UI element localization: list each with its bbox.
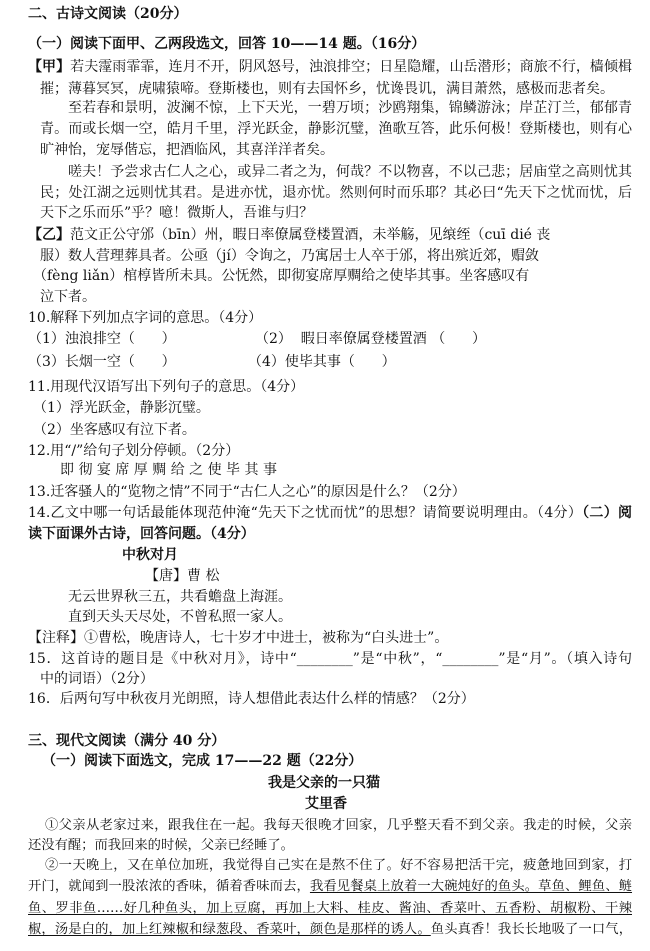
question-12-sentence: 即 彻 宴 席 厚 赒 给 之 使 毕 其 事 bbox=[60, 462, 277, 478]
passage-yi-line bbox=[28, 225, 632, 245]
passage-yi-line: （fèng liǎn）棺椁皆所未具。公怃然，即彻宴席厚赒给之使毕其事。坐客感叹有 bbox=[33, 268, 530, 284]
article-underlined-text: 鱼、罗非鱼……好几种鱼头，加上豆腐，再加上大料、桂皮、酱油、香菜叶、五香粉、胡椒粉、干辣 bbox=[28, 901, 632, 916]
passage-text: 若夫霪雨霏霏，连月不开，阴风怒号，浊浪排空；日星隐耀，山岳潜形；商旅不行，樯倾楫 bbox=[70, 59, 633, 75]
article-author: 艾里香 bbox=[305, 796, 347, 812]
poem-line: 无云世界秋三五，共看蟾盘上海涯。 bbox=[68, 589, 292, 605]
part-2-heading-end: 读下面课外古诗，回答问题。（4分） bbox=[28, 526, 255, 542]
passage-jia-line: 至若春和景明，波澜不惊，上下天光，一碧万顷；沙鸥翔集，锦鳞游泳；岸芷汀兰，郁郁青 bbox=[68, 100, 632, 116]
passage-yi-line: 泣下者。 bbox=[40, 289, 96, 305]
part-2-heading-start: （二）阅 bbox=[582, 505, 633, 521]
question-15-line: 15．这首诗的题目是《中秋对月》，诗中“________”是“中秋”，“________”是“月”。（填入诗句 bbox=[28, 651, 632, 667]
question-10-item: （4）使毕其事（ ） bbox=[248, 354, 396, 370]
poem-note: 【注释】①曹松，晚唐诗人，七十岁才中进士，被称为“白头进士”。 bbox=[28, 630, 449, 646]
question-10-stem: 10.解释下列加点字词的意思。（4分） bbox=[28, 310, 263, 326]
article-paragraph-line: 还没有醒；而我回来的时候，父亲已经睡了。 bbox=[28, 838, 294, 853]
passage-jia-label: 【甲】 bbox=[28, 59, 71, 75]
article-paragraph-line bbox=[28, 877, 632, 897]
article-paragraph-line: ②一天晚上，又在单位加班，我觉得自己实在是熬不住了。好不容易把活干完，疲惫地回到家，打 bbox=[45, 858, 632, 873]
article-underlined-text: 椒，汤是白的，加上红辣椒和绿葱段、香菜叶，颜色是那样的诱人。 bbox=[28, 922, 431, 937]
passage-text: 范文正公守邠（bīn）州，暇日率僚属登楼置酒，未举觞，见缞绖（cuī dié 丧 bbox=[70, 227, 551, 243]
passage-jia-line bbox=[28, 57, 632, 77]
question-10-item: （1）浊浪排空（ ） bbox=[28, 331, 176, 347]
passage-jia-line: 民；处江湖之远则忧其君。是进亦忧，退亦忧。然则何时而乐耶？其必曰“先天下之忧而忧，后 bbox=[40, 185, 632, 201]
passage-jia-line: 旷神怡，宠辱偕忘，把酒临风，其喜洋洋者矣。 bbox=[40, 142, 334, 158]
question-16-stem: 16．后两句写中秋夜月光朗照，诗人想借此表达什么样的情感？（2分） bbox=[28, 691, 475, 707]
section-3-title: 三、现代文阅读（满分 40 分） bbox=[28, 733, 226, 749]
poem-author: 【唐】曹 松 bbox=[145, 568, 220, 584]
question-10-item: （3）长烟一空（ ） bbox=[28, 354, 176, 370]
article-title: 我是父亲的一只猫 bbox=[268, 775, 380, 791]
article-paragraph-line bbox=[28, 920, 632, 940]
section-2-title: 二、古诗文阅读（20分） bbox=[28, 6, 188, 22]
question-11-stem: 11.用现代汉语写出下列句子的意思。（4分） bbox=[28, 379, 305, 395]
passage-yi-line: 服）数人营理葬具者。公亟（jí）令询之，乃寓居士人卒于邠，将出殡近郊，赗敛 bbox=[40, 248, 539, 264]
article-paragraph-line: ①父亲从老家过来，跟我住在一起。我每天很晚才回家，几乎整天看不到父亲。我走的时候，父亲 bbox=[45, 818, 632, 833]
poem-title: 中秋对月 bbox=[122, 547, 178, 563]
passage-yi-label: 【乙】 bbox=[28, 227, 70, 243]
passage-jia-line: 天下之乐而乐”乎？噫！微斯人，吾谁与归？ bbox=[40, 205, 314, 221]
poem-line: 直到天头天尽处，不曾私照一家人。 bbox=[68, 609, 292, 625]
article-text: 鱼头真香！我长长地吸了一口气， bbox=[430, 922, 633, 937]
question-10-item: （2） 暇日率僚属登楼置酒 （ ） bbox=[255, 331, 486, 347]
passage-jia-line: 青。而或长烟一空，皓月千里，浮光跃金，静影沉璧，渔歌互答，此乐何极！登斯楼也，则有心 bbox=[40, 121, 632, 137]
question-15-line: 中的词语）（2分） bbox=[40, 671, 154, 687]
passage-jia-line: 摧；薄暮冥冥，虎啸猿啼。登斯楼也，则有去国怀乡，忧谗畏讥，满目萧然，感极而悲者矣。 bbox=[40, 81, 614, 97]
section-3-part-1-heading: （一）阅读下面选文，完成 17——22 题（22分） bbox=[42, 753, 363, 769]
article-paragraph-line bbox=[28, 899, 632, 919]
question-12-stem: 12.用“/”给句子划分停顿。（2分） bbox=[28, 443, 240, 459]
question-11-item: （2）坐客感叹有泣下者。 bbox=[33, 422, 196, 438]
article-underlined-text: 我看见餐桌上放着一大碗炖好的鱼头。草鱼、鲤鱼、鲢 bbox=[309, 879, 633, 894]
part-1-heading: （一）阅读下面甲、乙两段选文，回答 10——14 题。（16分） bbox=[28, 36, 426, 52]
question-11-item: （1）浮光跃金，静影沉璧。 bbox=[33, 400, 210, 416]
question-13-stem: 13.迁客骚人的“览物之情”不同于“古仁人之心”的原因是什么？（2分） bbox=[28, 484, 466, 500]
question-14-stem: 14.乙文中哪一句话最能体现范仲淹“先天下之忧而忧”的思想？请简要说明理由。（4分） bbox=[28, 505, 583, 521]
passage-jia-line: 嗟夫！予尝求古仁人之心，或异二者之为，何哉？不以物喜，不以己悲；居庙堂之高则忧其 bbox=[68, 164, 632, 180]
question-14-line bbox=[28, 503, 632, 523]
article-text: 开门，就闻到一股浓浓的香味，循着香味而去， bbox=[28, 879, 310, 894]
